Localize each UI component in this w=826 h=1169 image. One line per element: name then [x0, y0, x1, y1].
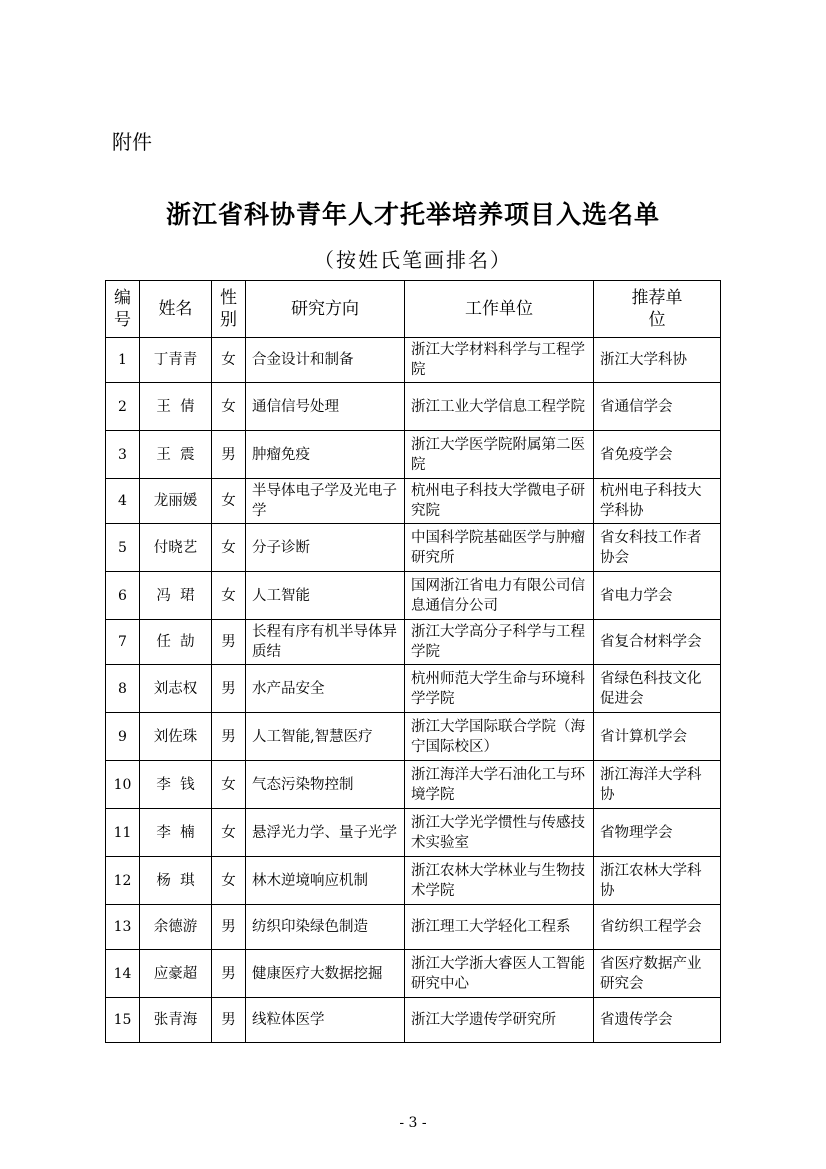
cell-name: 任 劼 [140, 620, 212, 665]
cell-no: 15 [106, 998, 140, 1043]
cell-workplace: 国网浙江省电力有限公司信息通信分公司 [405, 572, 594, 620]
cell-field: 长程有序有机半导体异质结 [246, 620, 405, 665]
cell-recommender: 浙江海洋大学科协 [594, 761, 721, 809]
table-row [106, 905, 721, 950]
cell-recommender: 省绿色科技文化促进会 [594, 665, 721, 713]
table-header-row [106, 281, 721, 338]
table-row [106, 857, 721, 905]
page-title: 浙江省科协青年人才托举培养项目入选名单 [165, 200, 660, 229]
cell-field: 半导体电子学及光电子学 [246, 479, 405, 524]
cell-name: 龙丽媛 [140, 479, 212, 524]
cell-recommender: 省计算机学会 [594, 713, 721, 761]
cell-name: 李 楠 [140, 809, 212, 857]
cell-no: 2 [106, 383, 140, 431]
cell-recommender: 省遗传学会 [594, 998, 721, 1043]
cell-gender: 女 [212, 479, 246, 524]
table-row [106, 809, 721, 857]
cell-workplace: 浙江大学遗传学研究所 [405, 998, 594, 1043]
attachment-label: 附件 [112, 130, 152, 154]
cell-workplace: 浙江大学光学惯性与传感技术实验室 [405, 809, 594, 857]
cell-no: 1 [106, 338, 140, 383]
table-row [106, 479, 721, 524]
cell-no: 8 [106, 665, 140, 713]
cell-gender: 女 [212, 524, 246, 572]
table-row [106, 383, 721, 431]
cell-recommender: 省物理学会 [594, 809, 721, 857]
cell-name: 应豪超 [140, 950, 212, 998]
cell-gender: 女 [212, 383, 246, 431]
cell-gender: 男 [212, 950, 246, 998]
cell-recommender: 省纺织工程学会 [594, 905, 721, 950]
cell-name: 张青海 [140, 998, 212, 1043]
table-row [106, 950, 721, 998]
table-row [106, 761, 721, 809]
cell-field: 人工智能,智慧医疗 [246, 713, 405, 761]
cell-no: 7 [106, 620, 140, 665]
cell-field: 气态污染物控制 [246, 761, 405, 809]
cell-workplace: 浙江海洋大学石油化工与环境学院 [405, 761, 594, 809]
cell-no: 6 [106, 572, 140, 620]
cell-workplace: 浙江理工大学轻化工程系 [405, 905, 594, 950]
cell-no: 13 [106, 905, 140, 950]
cell-recommender: 省复合材料学会 [594, 620, 721, 665]
cell-no: 11 [106, 809, 140, 857]
table-row [106, 998, 721, 1043]
header-recommender: 推荐单位 [594, 281, 721, 338]
cell-gender: 男 [212, 665, 246, 713]
cell-field: 通信信号处理 [246, 383, 405, 431]
table-row [106, 620, 721, 665]
cell-gender: 女 [212, 572, 246, 620]
cell-name: 冯 珺 [140, 572, 212, 620]
cell-gender: 女 [212, 761, 246, 809]
cell-no: 4 [106, 479, 140, 524]
cell-workplace: 浙江大学材料科学与工程学院 [405, 338, 594, 383]
cell-recommender: 省免疫学会 [594, 431, 721, 479]
table-row [106, 431, 721, 479]
cell-gender: 女 [212, 809, 246, 857]
cell-recommender: 浙江农林大学科协 [594, 857, 721, 905]
cell-name: 王 震 [140, 431, 212, 479]
cell-no: 5 [106, 524, 140, 572]
table-row [106, 713, 721, 761]
cell-field: 纺织印染绿色制造 [246, 905, 405, 950]
cell-field: 肿瘤免疫 [246, 431, 405, 479]
cell-workplace: 杭州电子科技大学微电子研究院 [405, 479, 594, 524]
cell-gender: 男 [212, 431, 246, 479]
cell-recommender: 省通信学会 [594, 383, 721, 431]
cell-name: 李 钱 [140, 761, 212, 809]
cell-workplace: 浙江工业大学信息工程学院 [405, 383, 594, 431]
cell-workplace: 浙江大学浙大睿医人工智能研究中心 [405, 950, 594, 998]
cell-recommender: 省电力学会 [594, 572, 721, 620]
cell-name: 刘佐珠 [140, 713, 212, 761]
cell-workplace: 中国科学院基础医学与肿瘤研究所 [405, 524, 594, 572]
cell-no: 12 [106, 857, 140, 905]
cell-workplace: 浙江大学医学院附属第二医院 [405, 431, 594, 479]
cell-recommender: 杭州电子科技大学科协 [594, 479, 721, 524]
cell-field: 合金设计和制备 [246, 338, 405, 383]
page-number: - 3 - [399, 1115, 427, 1131]
cell-workplace: 浙江大学国际联合学院（海宁国际校区） [405, 713, 594, 761]
cell-field: 线粒体医学 [246, 998, 405, 1043]
cell-name: 刘志权 [140, 665, 212, 713]
cell-field: 分子诊断 [246, 524, 405, 572]
cell-field: 水产品安全 [246, 665, 405, 713]
cell-gender: 男 [212, 620, 246, 665]
cell-field: 人工智能 [246, 572, 405, 620]
cell-field: 林木逆境响应机制 [246, 857, 405, 905]
table-row [106, 665, 721, 713]
cell-workplace: 浙江农林大学林业与生物技术学院 [405, 857, 594, 905]
cell-gender: 女 [212, 338, 246, 383]
header-name: 姓名 [140, 281, 212, 338]
cell-no: 10 [106, 761, 140, 809]
cell-workplace: 杭州师范大学生命与环境科学学院 [405, 665, 594, 713]
cell-gender: 男 [212, 713, 246, 761]
cell-name: 杨 琪 [140, 857, 212, 905]
cell-recommender: 浙江大学科协 [594, 338, 721, 383]
cell-no: 14 [106, 950, 140, 998]
cell-field: 健康医疗大数据挖掘 [246, 950, 405, 998]
cell-gender: 女 [212, 857, 246, 905]
candidate-table [105, 280, 721, 1043]
header-gender: 性别 [212, 281, 246, 338]
cell-recommender: 省医疗数据产业研究会 [594, 950, 721, 998]
header-field: 研究方向 [246, 281, 405, 338]
cell-name: 丁青青 [140, 338, 212, 383]
cell-no: 3 [106, 431, 140, 479]
table-row [106, 572, 721, 620]
cell-no: 9 [106, 713, 140, 761]
table-row [106, 524, 721, 572]
cell-workplace: 浙江大学高分子科学与工程学院 [405, 620, 594, 665]
cell-name: 王 倩 [140, 383, 212, 431]
cell-recommender: 省女科技工作者协会 [594, 524, 721, 572]
header-workplace: 工作单位 [405, 281, 594, 338]
cell-gender: 男 [212, 905, 246, 950]
page-subtitle: （按姓氏笔画排名） [314, 248, 512, 272]
cell-gender: 男 [212, 998, 246, 1043]
table-row [106, 338, 721, 383]
cell-name: 余德游 [140, 905, 212, 950]
header-no: 编号 [106, 281, 140, 338]
cell-field: 悬浮光力学、量子光学 [246, 809, 405, 857]
cell-name: 付晓艺 [140, 524, 212, 572]
